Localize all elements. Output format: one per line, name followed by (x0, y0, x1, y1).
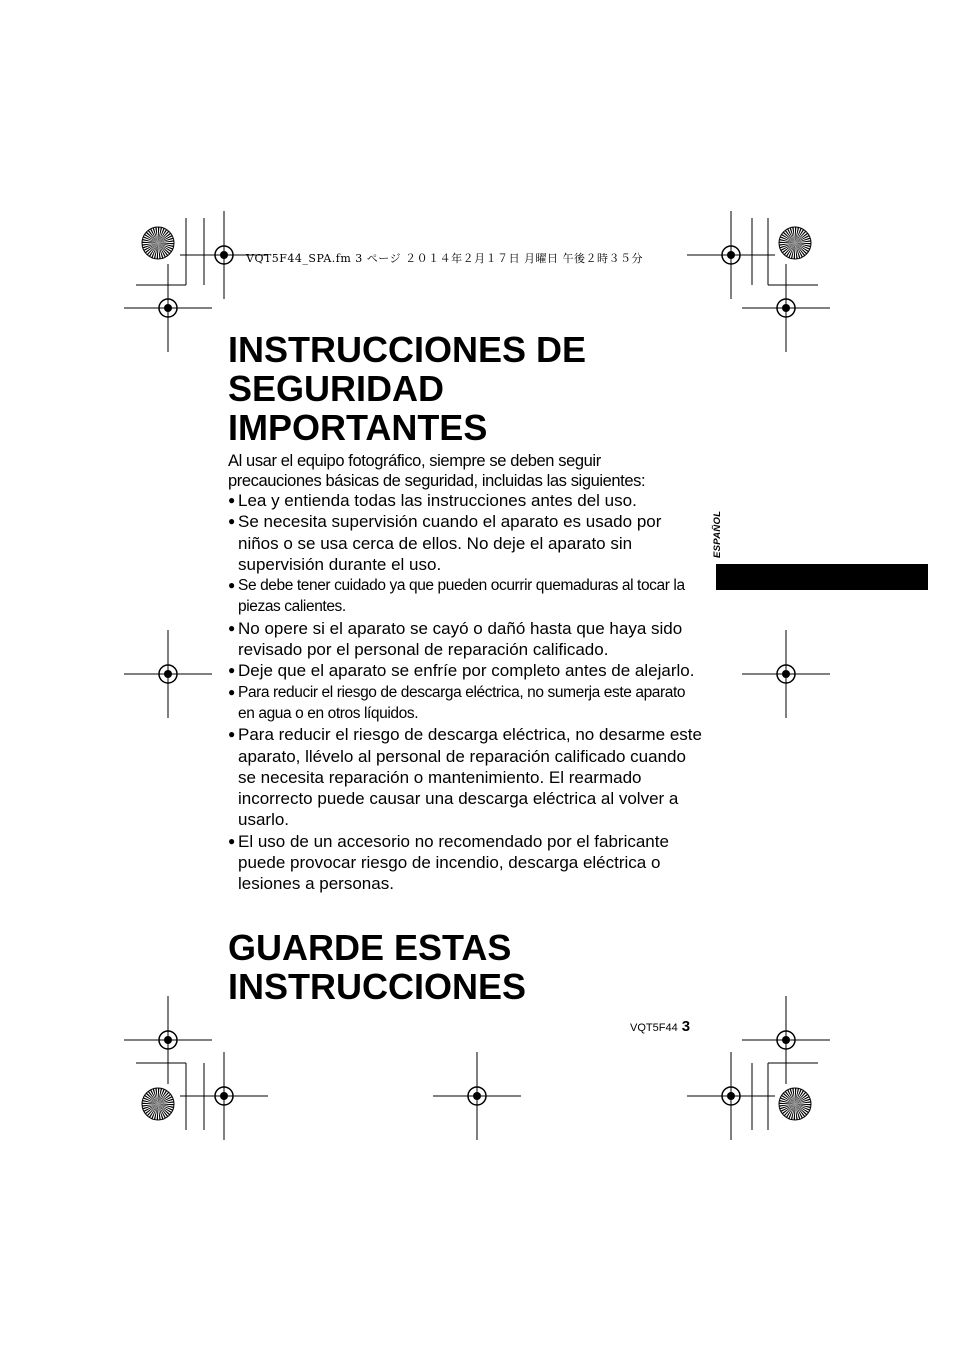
page-number: 3 (681, 1018, 691, 1035)
list-item: ● Deje que el aparato se enfríe por completo antes de alejarlo. (228, 661, 695, 681)
list-item: ● Para reducir el riesgo de descarga eléctrica, no desarme este aparato, llévelo al personal de reparación calificado cuando se necesita reparación o mantenimiento. El rearmado incorrecto puede causar una descarga eléctrica al volver a usarlo. (228, 725, 702, 830)
starburst-target-icon (142, 227, 174, 259)
registration-crosshair-icon (124, 630, 212, 718)
list-item: ● Lea y entienda todas las instrucciones antes del uso. (228, 491, 637, 510)
list-item: ● El uso de un accesorio no recomendado por el fabricante puede provocar riesgo de incendio, descarga eléctrica o lesiones a personas. (228, 831, 669, 894)
closing-title: GUARDE ESTAS INSTRUCCIONES (228, 927, 527, 1007)
registration-crosshair-icon (180, 1052, 268, 1140)
doc-code: VQT5F44 (630, 1022, 678, 1034)
registration-crosshair-icon (742, 264, 830, 352)
bullet-icon: ● (228, 620, 236, 635)
intro-paragraph: Al usar el equipo fotográfico, siempre se deben seguir precauciones básicas de seguridad, incluidas las siguientes: (228, 452, 646, 490)
page-footer (630, 1018, 690, 1036)
starburst-target-icon (142, 1088, 174, 1120)
registration-crosshair-icon (124, 264, 212, 352)
list-item: ● Se debe tener cuidado ya que pueden ocurrir quemaduras al tocar la piezas calientes. (228, 577, 685, 616)
list-item: ● Se necesita supervisión cuando el aparato es usado por niños o se usa cerca de ellos. No deje el aparato sin supervisión durante el uso. (228, 512, 662, 574)
bullet-icon: ● (228, 663, 236, 678)
list-item: ● Para reducir el riesgo de descarga eléctrica, no sumerja este aparato en agua o en otros líquidos. (228, 683, 686, 722)
bullet-icon: ● (228, 833, 236, 848)
file-header-line: VQT5F44_SPA.fm 3 ページ ２０１４年２月１７日 月曜日 午後２時３５分 (246, 252, 644, 265)
starburst-target-icon (779, 227, 811, 259)
bullet-icon: ● (228, 684, 235, 699)
language-tab (716, 564, 928, 590)
registration-crosshair-icon (433, 1052, 521, 1140)
registration-crosshair-icon (742, 996, 830, 1084)
safety-instructions-list (228, 490, 703, 895)
registration-crosshair-icon (687, 1052, 775, 1140)
starburst-target-icon (779, 1088, 811, 1120)
language-label: ESPAÑOL (712, 510, 723, 558)
list-item: ● No opere si el aparato se cayó o dañó hasta que haya sido revisado por el personal de reparación calificado. (228, 618, 683, 660)
bullet-icon: ● (228, 514, 236, 529)
page-title: INSTRUCCIONES DE SEGURIDAD IMPORTANTES (228, 329, 587, 448)
registration-crosshair-icon (124, 996, 212, 1084)
bullet-icon: ● (228, 578, 235, 593)
bullet-icon: ● (228, 727, 236, 742)
registration-crosshair-icon (742, 630, 830, 718)
bullet-icon: ● (228, 493, 236, 507)
registration-crosshair-icon (687, 211, 775, 299)
